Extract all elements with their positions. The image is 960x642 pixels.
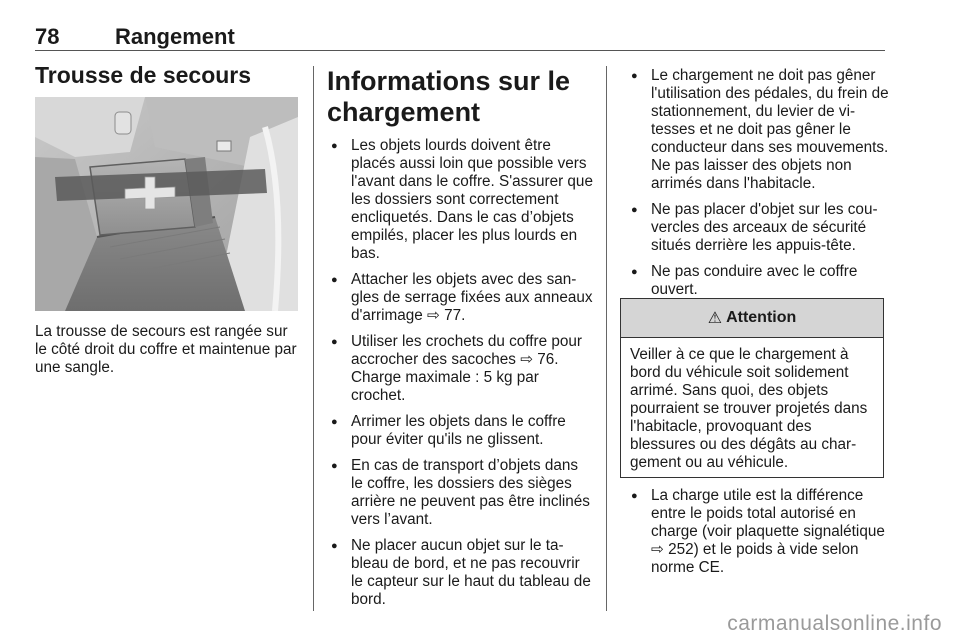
loading-rules-list <box>627 67 889 307</box>
watermark: carmanualsonline.info <box>727 612 942 635</box>
list-item: ● Les objets lourds doivent être placés aussi loin que possible vers l'avant dans le coffre. S'assurer que les dossiers sont correctement encliquetés. Dans le cas d’objets empilés, placer les plus lourds en bas. <box>327 137 593 263</box>
payload-list <box>627 487 889 585</box>
warning-icon: ⚠ <box>707 310 723 327</box>
attention-header <box>621 299 883 338</box>
list-item: ● En cas de transport d’objets dans le coffre, les dossiers des sièges arrière ne peuvent pas être inclinés vers l’avant. <box>327 457 593 529</box>
first-aid-description: La trousse de secours est rangée sur le côté droit du coffre et maintenue par une sangle. <box>35 323 297 376</box>
section-title-first-aid: Trousse de secours <box>35 62 252 88</box>
column-divider-right <box>606 66 607 611</box>
column-divider-left <box>313 66 314 611</box>
attention-title: Attention <box>726 309 797 326</box>
list-item: ● Utiliser les crochets du coffre pour accrocher des sacoches ⇨ 76. Charge maximale : 5 kg par crochet. <box>327 333 593 405</box>
list-item: ● Ne pas placer d'objet sur les couvercles des arceaux de sécurité situés derrière les appuis-tête. <box>627 201 889 255</box>
list-item: ● Ne pas conduire avec le coffre ouvert. <box>627 263 889 299</box>
page-header <box>35 24 885 48</box>
header-divider <box>35 50 885 51</box>
first-aid-kit-illustration <box>35 97 298 311</box>
chapter-title: Rangement <box>115 24 235 49</box>
attention-box <box>620 298 884 478</box>
first-aid-kit-photo <box>35 97 298 311</box>
list-item: ● Ne placer aucun objet sur le tableau de bord, et ne pas recouvrir le capteur sur le haut du tableau de bord. <box>327 537 593 609</box>
list-item: ● La charge utile est la différence entre le poids total autorisé en charge (voir plaquette signalétique ⇨ 252) et le poids à vide selon norme CE. <box>627 487 889 577</box>
section-title-loading-info: Informations sur le chargement <box>327 66 571 127</box>
attention-text: Veiller à ce que le chargement à bord du véhicule soit solidement arrimé. Sans quoi, des objets pourraient se trouver projetés dans l'habitacle, provoquant des blessures ou des dégâts au chargement ou au véhicule. <box>630 346 868 471</box>
list-item: ● Le chargement ne doit pas gêner l'utilisation des pédales, du frein de stationnement, du levier de vitesses et ne doit pas gêner le conducteur dans ses mouvements. Ne pas laisser des objets non arrimés dans l'habitacle. <box>627 67 889 193</box>
list-item: ● Arrimer les objets dans le coffre pour éviter qu'ils ne glissent. <box>327 413 593 449</box>
loading-info-list <box>327 137 593 617</box>
list-item: ● Attacher les objets avec des sangles de serrage fixées aux anneaux d'arrimage ⇨ 77. <box>327 271 593 325</box>
page-number: 78 <box>35 24 60 49</box>
